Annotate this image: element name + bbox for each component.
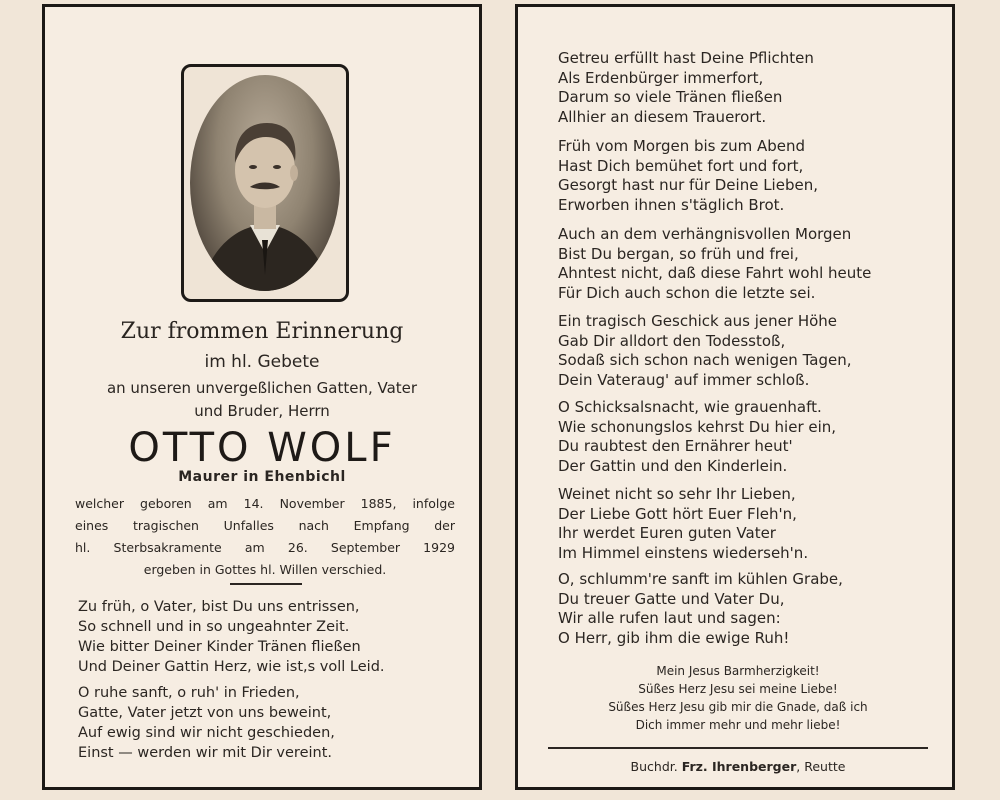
verse-stanza-1 (78, 597, 385, 677)
prayer-line: Dich immer mehr und mehr liebe! (635, 718, 841, 732)
portrait-photo (190, 75, 340, 291)
verse-stanza-2 (78, 683, 335, 763)
biography-line: welcher geboren am 14. November 1885, infolge (75, 496, 455, 511)
poem-line: Getreu erfüllt hast Deine Pflichten (558, 49, 814, 67)
verse-line: Wie bitter Deiner Kinder Tränen fließen (78, 639, 361, 655)
poem-line: Ihr werdet Euren guten Vater (558, 524, 776, 542)
biography (75, 493, 455, 581)
printer-prefix: Buchdr. (630, 759, 682, 774)
memorial-card-front (42, 4, 482, 790)
portrait-figure (190, 75, 340, 291)
poem-stanza-6 (558, 485, 808, 563)
poem-line: Hast Dich bemühet fort und fort, (558, 156, 804, 175)
printer-place: , Reutte (796, 759, 846, 774)
poem-line: Ein tragisch Geschick aus jener Höhe (558, 312, 838, 330)
poem-line: Der Gattin und den Kinderlein. (558, 456, 788, 475)
poem-line: Du raubtest den Ernährer heut' (558, 437, 793, 455)
printer-name: Frz. Ihrenberger (681, 759, 797, 774)
memorial-subtitle: im hl. Gebete (204, 352, 320, 372)
poem-line: Sodaß sich schon nach wenigen Tagen, (558, 351, 852, 369)
memorial-card-back (515, 4, 955, 790)
printer-imprint (548, 759, 928, 774)
poem-stanza-3 (558, 225, 871, 303)
dedication-line-1: an unseren unvergeßlichen Gatten, Vater (106, 379, 418, 397)
poem-line: Du treuer Gatte und Vater Du, (558, 589, 785, 608)
verse-line: So schnell und in so ungeahnter Zeit. (78, 619, 350, 635)
poem-line: Weinet nicht so sehr Ihr Lieben, (558, 485, 796, 503)
poem-line: Wie schonungslos kehrst Du hier ein, (558, 417, 837, 436)
biography-line: ergeben in Gottes hl. Willen verschied. (143, 562, 387, 577)
poem-stanza-4 (558, 312, 851, 390)
poem-line: Auch an dem verhängnisvollen Morgen (558, 225, 852, 243)
prayer-line: Süßes Herz Jesu gib mir die Gnade, daß ich (608, 700, 868, 714)
prayer-line: Süßes Herz Jesu sei meine Liebe! (638, 682, 838, 696)
verse-line: O ruhe sanft, o ruh' in Frieden, (78, 685, 300, 701)
biography-line: hl. Sterbsakramente am 26. September 1929 (75, 540, 455, 555)
poem-stanza-2 (558, 137, 818, 215)
deceased-name: OTTO WOLF (128, 425, 396, 471)
divider (548, 747, 928, 749)
poem-line: Als Erdenbürger immerfort, (558, 68, 764, 87)
poem-line: Früh vom Morgen bis zum Abend (558, 137, 806, 155)
poem-line: Gab Dir alldort den Todesstoß, (558, 331, 786, 350)
verse-line: Auf ewig sind wir nicht geschieden, (78, 725, 335, 741)
poem-line: Wir alle rufen laut und sagen: (558, 609, 781, 627)
poem-line: Darum so viele Tränen fließen (558, 88, 783, 106)
deceased-occupation: Maurer in Ehenbichl (178, 469, 346, 485)
verse-line: Gatte, Vater jetzt von uns beweint, (78, 705, 332, 721)
poem-stanza-7 (558, 570, 843, 648)
verse-line: Und Deiner Gattin Herz, wie ist,s voll Leid. (78, 659, 385, 675)
poem-line: O, schlumm're sanft im kühlen Grabe, (558, 570, 843, 588)
poem-line: Gesorgt hast nur für Deine Lieben, (558, 176, 818, 194)
poem-line: Bist Du bergan, so früh und frei, (558, 244, 799, 263)
memorial-title: Zur frommen Erinnerung (120, 319, 404, 344)
poem-stanza-1 (558, 49, 814, 127)
poem-line: O Herr, gib ihm die ewige Ruh! (558, 628, 790, 647)
poem-line: O Schicksalsnacht, wie grauenhaft. (558, 398, 822, 416)
verse-line: Zu früh, o Vater, bist Du uns entrissen, (78, 599, 360, 615)
poem-line: Erworben ihnen s'täglich Brot. (558, 195, 785, 214)
poem-line: Der Liebe Gott hört Euer Fleh'n, (558, 504, 797, 523)
poem-line: Im Himmel einstens wiederseh'n. (558, 543, 809, 562)
divider (230, 583, 302, 585)
poem-line: Ahntest nicht, daß diese Fahrt wohl heute (558, 264, 872, 282)
dedication-line-2: und Bruder, Herrn (194, 402, 330, 420)
poem-stanza-5 (558, 398, 836, 476)
poem-line: Allhier an diesem Trauerort. (558, 107, 767, 126)
verse-line: Einst — werden wir mit Dir vereint. (78, 745, 332, 761)
portrait-frame (181, 64, 349, 302)
prayer-block (548, 662, 928, 734)
poem-line: Dein Vateraug' auf immer schloß. (558, 370, 810, 389)
poem-line: Für Dich auch schon die letzte sei. (558, 283, 816, 302)
prayer-line: Mein Jesus Barmherzigkeit! (656, 664, 820, 678)
biography-line: eines tragischen Unfalles nach Empfang der (75, 518, 455, 533)
